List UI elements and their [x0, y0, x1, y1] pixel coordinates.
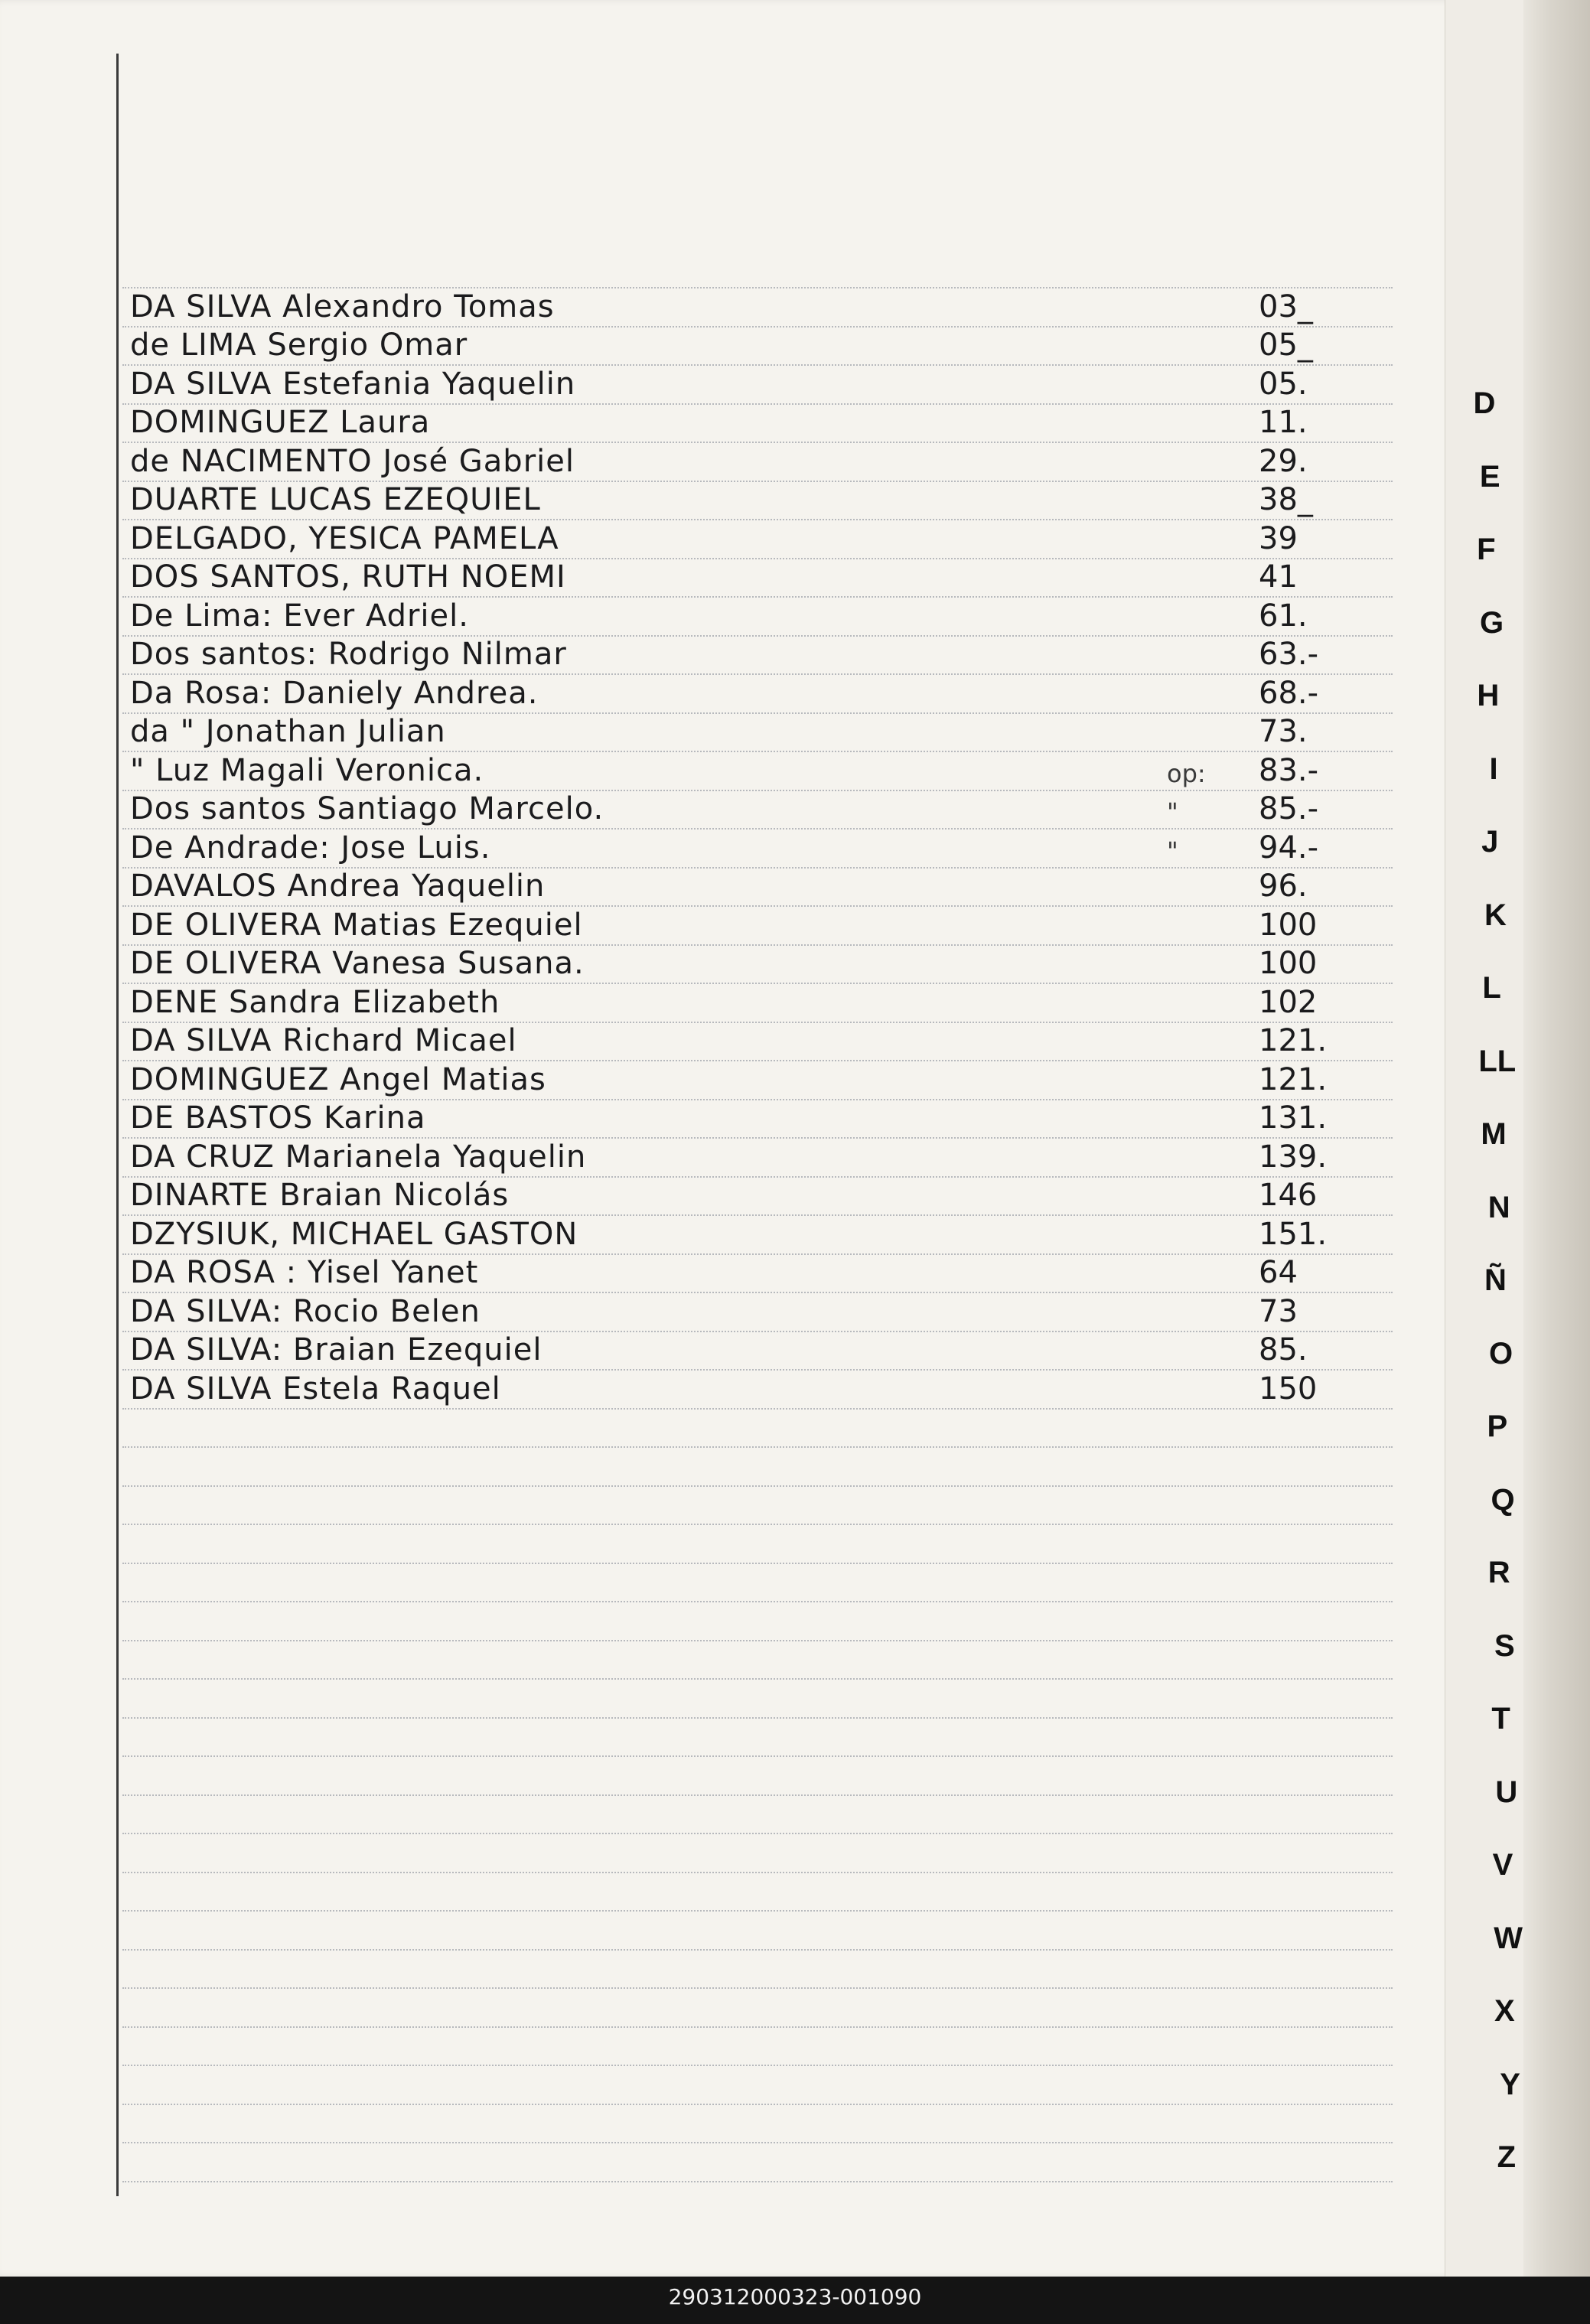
entry-name: DA ROSA : Yisel Yanet: [130, 1255, 479, 1290]
ruled-line: [122, 1640, 1393, 1641]
entry-name: DA SILVA: Rocio Belen: [130, 1293, 481, 1329]
list-item: [126, 985, 1389, 1022]
index-tab-letter[interactable]: G: [1480, 605, 1504, 640]
entry-page-number: 11.: [1259, 405, 1308, 440]
entry-page-number: 64: [1259, 1255, 1298, 1290]
entry-name: de LIMA Sergio Omar: [130, 328, 468, 363]
entry-page-number: 100: [1259, 907, 1318, 943]
index-tab-letter[interactable]: U: [1495, 1775, 1518, 1809]
list-item: [126, 830, 1389, 867]
index-tab-letter[interactable]: V: [1492, 1848, 1513, 1882]
ruled-line: [122, 2026, 1393, 2028]
entry-name: DINARTE Braian Nicolás: [130, 1178, 510, 1213]
index-tab-letter[interactable]: K: [1484, 898, 1507, 932]
list-item: [126, 1371, 1389, 1408]
entry-page-number: 05_: [1259, 328, 1313, 363]
entry-page-number: 94.-: [1259, 830, 1319, 865]
ruled-line: [122, 1717, 1393, 1719]
index-tab-letter[interactable]: Y: [1500, 2067, 1520, 2101]
entry-name: DAVALOS Andrea Yaquelin: [130, 869, 546, 904]
ruled-line: [122, 2065, 1393, 2066]
entry-page-number: 05.: [1259, 366, 1308, 402]
entry-page-number: 85.: [1259, 1332, 1308, 1367]
index-tab-letter[interactable]: R: [1487, 1556, 1510, 1589]
entry-name: DOMINGUEZ Angel Matias: [130, 1061, 546, 1097]
list-item: [126, 405, 1389, 442]
ruled-line: [122, 1446, 1393, 1448]
entry-page-number: 29.: [1259, 443, 1308, 479]
entry-name: DE BASTOS Karina: [130, 1100, 426, 1136]
list-item: [126, 791, 1389, 828]
list-item: [126, 1294, 1389, 1331]
list-item: [126, 482, 1389, 519]
entry-name: DENE Sandra Elizabeth: [130, 984, 500, 1020]
entry-name: de NACIMENTO José Gabriel: [130, 443, 575, 479]
entry-note: ": [1167, 836, 1178, 865]
index-tab-letter[interactable]: Q: [1491, 1482, 1515, 1517]
entry-name: Dos santos: Rodrigo Nilmar: [130, 637, 567, 672]
entry-page-number: 38_: [1259, 482, 1313, 517]
index-tab-letter[interactable]: J: [1481, 825, 1499, 859]
entry-page-number: 121.: [1259, 1061, 1328, 1097]
index-tab-letter[interactable]: I: [1489, 751, 1498, 786]
index-tab-letter[interactable]: E: [1479, 459, 1500, 494]
index-tab-letter[interactable]: Ñ: [1484, 1263, 1507, 1297]
entry-page-number: 146: [1259, 1178, 1318, 1213]
entry-page-number: 39: [1259, 520, 1298, 556]
ruled-line: [122, 1678, 1393, 1680]
ruled-line: [122, 1485, 1393, 1487]
list-item: [126, 1255, 1389, 1292]
entry-name: Da Rosa: Daniely Andrea.: [130, 675, 539, 711]
entry-page-number: 61.: [1259, 598, 1308, 634]
list-item: [126, 1023, 1389, 1060]
entry-name: DA SILVA Estela Raquel: [130, 1371, 501, 1406]
entry-note: ": [1167, 797, 1178, 826]
index-tab-letter[interactable]: X: [1494, 1994, 1515, 2028]
ruled-line: [122, 2104, 1393, 2105]
margin-line: [116, 54, 119, 2196]
entry-name: DELGADO, YESICA PAMELA: [130, 520, 559, 556]
index-tab-letter[interactable]: T: [1491, 1702, 1510, 1736]
entry-name: DA SILVA Richard Micael: [130, 1023, 517, 1058]
ruled-line: [122, 1872, 1393, 1873]
list-item: [126, 946, 1389, 983]
index-tab-letter[interactable]: S: [1494, 1628, 1515, 1663]
index-tab-letter[interactable]: L: [1482, 971, 1501, 1005]
list-item: [126, 1100, 1389, 1137]
entry-page-number: 83.-: [1259, 752, 1319, 788]
entry-name: da " Jonathan Julian: [130, 714, 446, 749]
entry-name: DZYSIUK, MICHAEL GASTON: [130, 1216, 578, 1252]
entry-name: DA CRUZ Marianela Yaquelin: [130, 1139, 587, 1175]
entry-page-number: 139.: [1259, 1139, 1328, 1175]
list-item: [126, 1332, 1389, 1369]
list-item: [126, 289, 1389, 326]
index-tab-letter[interactable]: Z: [1497, 2140, 1517, 2174]
ruled-line: [122, 2142, 1393, 2143]
index-tab-letter[interactable]: P: [1487, 1410, 1508, 1443]
entry-name: " Luz Magali Veronica.: [130, 752, 484, 788]
entry-name: De Lima: Ever Adriel.: [130, 598, 469, 634]
ruled-line: [122, 1601, 1393, 1602]
entry-page-number: 100: [1259, 946, 1318, 981]
index-tab-letter[interactable]: LL: [1478, 1044, 1517, 1078]
ruled-line: [122, 1524, 1393, 1525]
index-tab-letter[interactable]: M: [1481, 1117, 1507, 1151]
entry-page-number: 03_: [1259, 288, 1313, 324]
entry-page-number: 63.-: [1259, 637, 1319, 672]
list-item: [126, 444, 1389, 481]
ruled-line: [122, 1833, 1393, 1834]
ruled-line: [122, 1949, 1393, 1951]
entry-page-number: 121.: [1259, 1023, 1328, 1058]
entry-page-number: 150: [1259, 1371, 1318, 1406]
ruled-line: [122, 1794, 1393, 1796]
entry-name: DOMINGUEZ Laura: [130, 405, 431, 440]
entry-page-number: 73: [1259, 1293, 1298, 1329]
entry-page-number: 131.: [1259, 1100, 1328, 1136]
entry-name: DE OLIVERA Matias Ezequiel: [130, 907, 583, 943]
entry-name: DUARTE LUCAS EZEQUIEL: [130, 482, 541, 517]
index-tab-letter[interactable]: D: [1473, 386, 1496, 420]
index-tab-letter[interactable]: N: [1487, 1190, 1510, 1224]
index-tab-letter[interactable]: W: [1494, 1921, 1523, 1955]
entry-page-number: 102: [1259, 984, 1318, 1020]
entry-page-number: 85.-: [1259, 791, 1319, 826]
index-tab-letter[interactable]: O: [1489, 1336, 1513, 1371]
ruled-line: [122, 1755, 1393, 1757]
list-item: [126, 1062, 1389, 1099]
list-item: [126, 753, 1389, 790]
list-item: [126, 559, 1389, 596]
entry-name: DA SILVA: Braian Ezequiel: [130, 1332, 542, 1367]
list-item: [126, 908, 1389, 944]
ruled-line: [122, 2181, 1393, 2182]
entry-name: De Andrade: Jose Luis.: [130, 830, 491, 865]
list-item: [126, 676, 1389, 712]
entry-name: DA SILVA Alexandro Tomas: [130, 288, 555, 324]
entry-page-number: 41: [1259, 559, 1298, 595]
entry-name: Dos santos Santiago Marcelo.: [130, 791, 604, 826]
list-item: [126, 1217, 1389, 1253]
ruled-line: [122, 1563, 1393, 1564]
list-item: [126, 367, 1389, 403]
list-item: [126, 598, 1389, 635]
list-item: [126, 869, 1389, 905]
entry-name: DA SILVA Estefania Yaquelin: [130, 366, 576, 402]
entry-name: DE OLIVERA Vanesa Susana.: [130, 946, 585, 981]
entry-page-number: 68.-: [1259, 675, 1319, 711]
ruled-line: [122, 1910, 1393, 1912]
index-tab-letter[interactable]: H: [1477, 679, 1500, 712]
entry-page-number: 96.: [1259, 869, 1308, 904]
list-item: [126, 637, 1389, 673]
ruled-line: [122, 1987, 1393, 1989]
list-item: [126, 1139, 1389, 1176]
image-id-label: 290312000323-001090: [668, 2284, 922, 2309]
entry-name: DOS SANTOS, RUTH NOEMI: [130, 559, 566, 595]
entry-note: op:: [1167, 758, 1206, 788]
list-item: [126, 714, 1389, 751]
list-item: [126, 328, 1389, 364]
list-item: [126, 1178, 1389, 1214]
ruled-line: [122, 1408, 1393, 1410]
entry-page-number: 73.: [1259, 714, 1308, 749]
list-item: [126, 521, 1389, 558]
entry-page-number: 151.: [1259, 1216, 1328, 1252]
index-tab-letter[interactable]: F: [1477, 533, 1496, 566]
